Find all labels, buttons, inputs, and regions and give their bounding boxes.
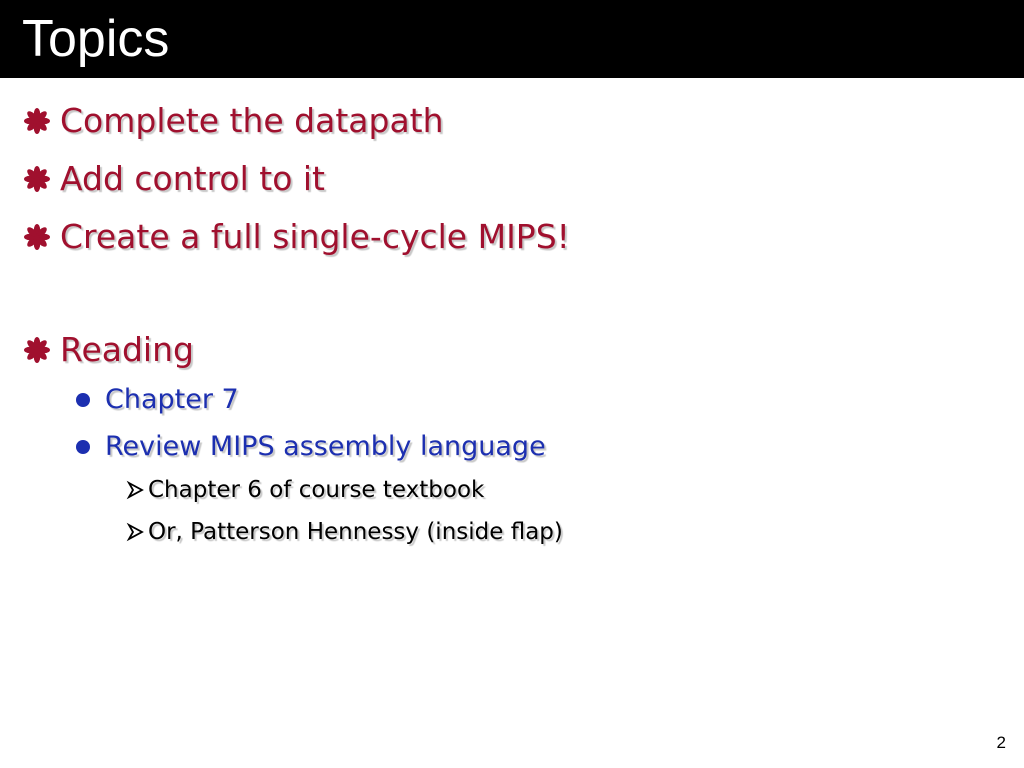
- bullet-item: [24, 328, 194, 372]
- asterisk-flower-icon: [24, 108, 50, 134]
- arrowhead-icon: [125, 480, 145, 500]
- sub-sub-bullet-text: Chapter 6 of course textbook: [148, 477, 485, 503]
- sub-bullet-text: Review MIPS assembly language: [105, 431, 546, 462]
- page-number: 2: [996, 733, 1006, 752]
- sub-sub-bullet-text: Or, Patterson Hennessy (inside flap): [148, 519, 563, 545]
- bullet-text: Complete the datapath: [60, 101, 444, 140]
- slide-title: Topics: [22, 10, 170, 68]
- round-bullet-icon: [76, 393, 90, 407]
- title-bar: [0, 0, 1024, 78]
- bullet-text: Add control to it: [60, 159, 325, 198]
- sub-sub-bullet-item: [125, 516, 563, 548]
- sub-sub-bullet-item: [125, 474, 484, 506]
- arrowhead-icon: [125, 522, 145, 542]
- sub-bullet-item: [74, 428, 546, 466]
- sub-bullet-text: Chapter 7: [105, 384, 239, 415]
- bullet-item: [24, 215, 570, 259]
- bullet-item: [24, 99, 444, 143]
- bullet-text: Reading: [60, 330, 194, 369]
- asterisk-flower-icon: [24, 166, 50, 192]
- asterisk-flower-icon: [24, 224, 50, 250]
- bullet-item: [24, 157, 325, 201]
- bullet-text: Create a full single-cycle MIPS!: [60, 217, 570, 256]
- asterisk-flower-icon: [24, 337, 50, 363]
- round-bullet-icon: [76, 440, 90, 454]
- sub-bullet-item: [74, 381, 239, 419]
